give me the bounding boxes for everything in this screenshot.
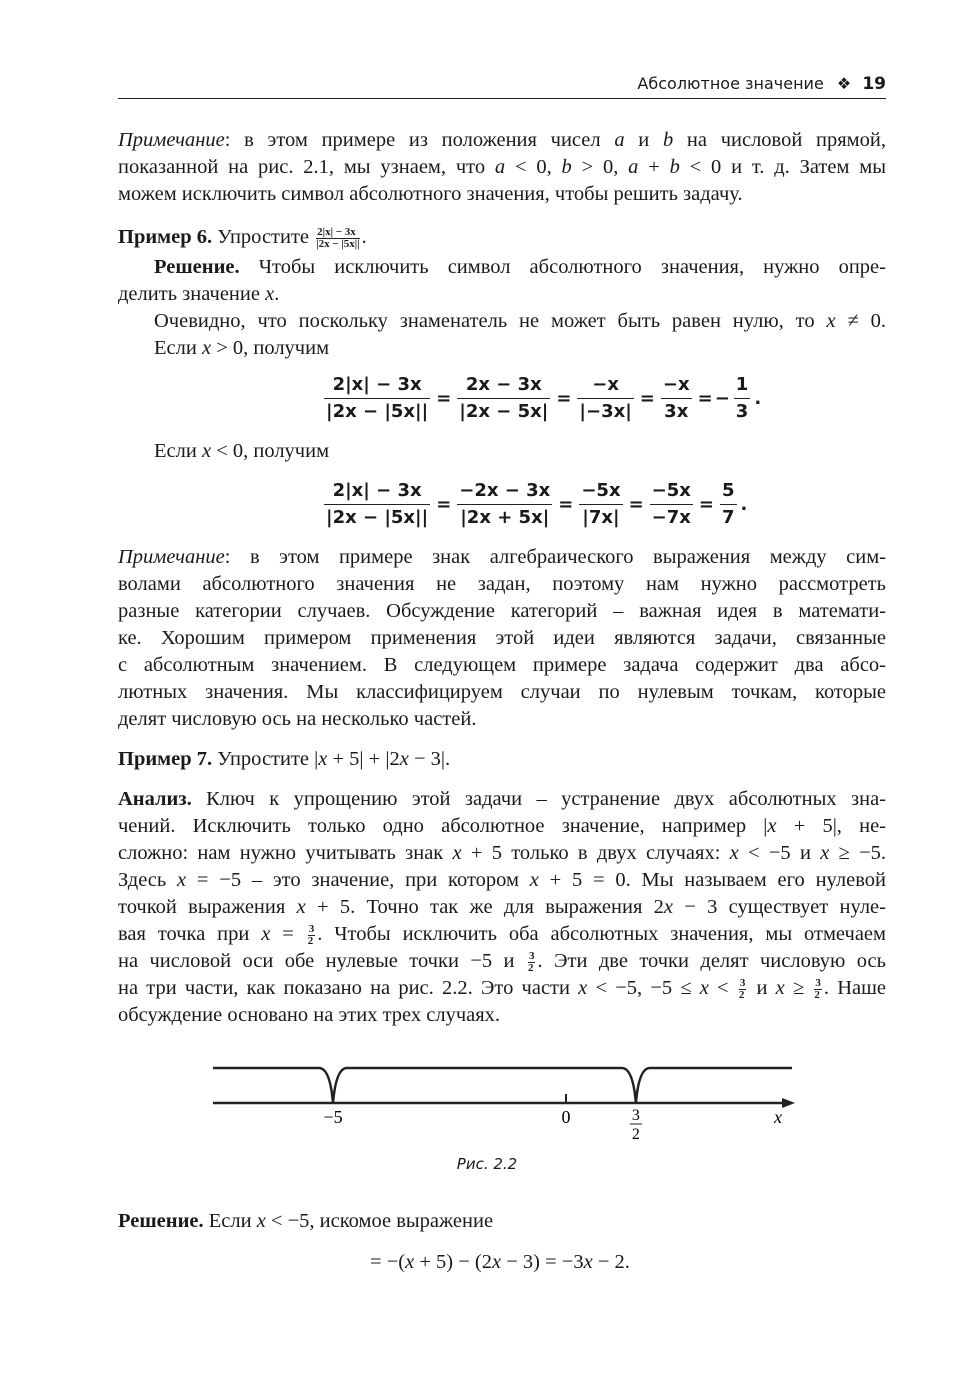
equals-sign: = — [558, 494, 574, 515]
equals-sign: = — [436, 494, 452, 515]
text-line — [118, 224, 886, 251]
formula-negative-case — [320, 478, 747, 531]
text-line — [118, 181, 886, 208]
text-line — [118, 652, 886, 679]
paragraph-solution7 — [118, 1208, 886, 1235]
fraction — [577, 372, 633, 425]
italic-text: x — [201, 337, 212, 359]
fraction-denominator: 2 — [307, 934, 314, 947]
fraction-denominator: |2x − |5x|| — [316, 237, 360, 250]
bold-lead: Решение. — [118, 1210, 204, 1232]
text-run: Если — [154, 440, 202, 462]
text-run: разные категории случаев. Обсуждение категорий – важная идея в математи- — [118, 600, 886, 622]
italic-text: x — [452, 842, 462, 864]
italic-text: x — [318, 748, 328, 770]
fraction-numerator: −x — [661, 372, 692, 399]
period: . — [754, 388, 762, 409]
text-run: Упростите — [212, 226, 315, 248]
fraction-numerator: −5x — [579, 478, 622, 505]
italic-text: x — [775, 977, 785, 999]
italic-text: b — [561, 156, 572, 178]
text-line — [118, 571, 886, 598]
inline-fraction — [308, 924, 316, 947]
inline-fraction — [814, 978, 822, 1001]
text-run: Упростите | — [212, 748, 319, 770]
formula-positive-case — [320, 372, 761, 425]
fraction-numerator: −x — [577, 372, 633, 399]
text-run: ≥ −5. — [829, 842, 887, 864]
text-line — [118, 625, 886, 652]
text-run: + 5|, не- — [776, 815, 886, 837]
italic-text: x — [256, 1210, 266, 1232]
text-run: . — [274, 283, 280, 305]
fraction — [650, 478, 693, 531]
text-run: . — [361, 226, 367, 248]
text-run: обсуждение основано на этих трех случаях. — [118, 1004, 501, 1026]
text-line — [118, 948, 886, 975]
text-run: + 5| + |2 — [327, 748, 400, 770]
text-line — [118, 335, 886, 362]
fraction-denominator: 2 — [527, 961, 534, 974]
bold-lead: Пример 7. — [118, 748, 213, 770]
fraction-numerator: −2x − 3x — [457, 478, 552, 505]
inline-fraction — [528, 951, 536, 974]
fraction-numerator: 3 — [528, 949, 535, 962]
italic-text: a — [494, 156, 506, 178]
text-run: показанной на рис. 2.1, мы узнаем, что — [118, 156, 495, 178]
fraction — [324, 372, 430, 425]
text-run: + 5 = 0. Мы называем его нулевой — [538, 869, 886, 891]
ornament-icon: ❖ — [836, 74, 852, 93]
text-run: ≥ — [784, 977, 813, 999]
text-run: = −( — [370, 1251, 406, 1273]
tick-label: 0 — [561, 1107, 571, 1127]
text-line — [118, 867, 886, 894]
italic-text: x — [201, 440, 212, 462]
text-run: = — [270, 923, 306, 945]
italic-text: x — [296, 896, 306, 918]
text-run: < −5, −5 ≤ — [587, 977, 700, 999]
text-run: < −5 и — [738, 842, 821, 864]
fraction-numerator: 2x − 3x — [457, 372, 550, 399]
fraction-numerator: 3 — [815, 976, 821, 989]
fraction-denominator: |2x − |5x|| — [326, 507, 429, 528]
equals-sign: = — [556, 388, 572, 409]
equals-sign: = — [697, 388, 713, 409]
text-run: точкой выражения — [118, 896, 297, 918]
text-line — [118, 706, 886, 733]
text-line — [118, 786, 886, 813]
text-run: волами абсолютного значения не задан, поэтому нам нужно рассмотреть — [118, 573, 886, 595]
fraction — [720, 478, 737, 531]
region-divider-curve — [213, 1068, 792, 1103]
italic-text: x — [820, 842, 830, 864]
fraction-numerator: 1 — [734, 372, 751, 399]
text-run: + 5 только в двух случаях: — [461, 842, 730, 864]
text-run: чений. Исключить только одно абсолютное значение, например | — [118, 815, 768, 837]
text-run: и — [748, 977, 776, 999]
text-run: и — [624, 129, 663, 151]
tick-label-numerator: 3 — [631, 1107, 640, 1124]
tick-label: −5 — [323, 1107, 343, 1127]
fraction — [661, 372, 692, 425]
text-run: Чтобы исключить символ абсолютного значения, нужно опре- — [239, 256, 886, 278]
text-line — [118, 975, 886, 1002]
text-run: ≠ 0. — [835, 310, 886, 332]
text-line — [118, 281, 886, 308]
fraction-numerator: 2|x| − 3x — [324, 372, 430, 399]
italic-text: x — [578, 977, 588, 999]
text-run: : в этом примере знак алгебраического выражения между сим- — [224, 546, 886, 568]
text-run: + 5) − (2 — [414, 1251, 493, 1273]
paragraph-note1 — [118, 127, 886, 208]
text-run: > 0, — [571, 156, 629, 178]
text-run: на числовой прямой, — [673, 129, 886, 151]
text-run: < 0, получим — [211, 440, 330, 462]
text-line — [118, 679, 886, 706]
text-run: − 3 существует нуле- — [673, 896, 886, 918]
minus-sign: − — [714, 388, 730, 409]
text-line — [118, 813, 886, 840]
italic-text: x — [583, 1251, 593, 1273]
header-rule — [118, 98, 886, 99]
fraction-numerator: 2|x| − 3x — [324, 478, 430, 505]
fraction — [579, 478, 622, 531]
fraction — [457, 372, 550, 425]
italic-text: Примечание — [118, 129, 225, 151]
bold-lead: Решение. — [154, 256, 240, 278]
text-run: Если — [203, 1210, 257, 1232]
axis-arrow-icon — [782, 1098, 795, 1108]
inline-fraction — [739, 978, 747, 1001]
paragraph-analysis — [118, 786, 886, 1029]
period: . — [740, 494, 748, 515]
italic-text: x — [663, 896, 674, 918]
text-run: − 3) = −3 — [501, 1251, 584, 1273]
text-line — [118, 840, 886, 867]
italic-text: x — [729, 842, 739, 864]
text-run: Очевидно, что поскольку знаменатель не может быть равен нулю, то — [154, 310, 827, 332]
equals-sign: = — [436, 388, 452, 409]
fraction-denominator: |2x − 5x| — [459, 401, 549, 422]
italic-text: x — [177, 869, 187, 891]
text-run: < 0 и т. д. Затем мы — [679, 156, 887, 178]
text-run: . Эти две точки делят числовую ось — [537, 950, 886, 972]
text-run: < −5, искомое выражение — [265, 1210, 494, 1232]
italic-text: x — [399, 748, 409, 770]
fraction — [734, 372, 751, 425]
fraction-numerator: 5 — [720, 478, 737, 505]
fraction-numerator: −5x — [650, 478, 693, 505]
text-line — [118, 438, 886, 465]
fraction-denominator: −7x — [651, 507, 691, 528]
text-run: > 0, получим — [211, 337, 330, 359]
text-run: : в этом примере из положения чисел — [224, 129, 615, 151]
text-line — [118, 1002, 886, 1029]
italic-text: x — [261, 923, 271, 945]
fraction-denominator: |2x − |5x|| — [326, 401, 429, 422]
italic-text: a — [628, 156, 639, 178]
text-line — [118, 127, 886, 154]
text-run: делят числовую ось на несколько частей. — [118, 708, 477, 730]
italic-text: x — [405, 1251, 415, 1273]
italic-text: x — [492, 1251, 502, 1273]
fraction — [324, 478, 430, 531]
equals-sign: = — [698, 494, 714, 515]
text-run: − 3|. — [408, 748, 451, 770]
number-line-figure — [0, 1040, 974, 1150]
fraction-denominator: 3 — [735, 401, 749, 422]
bold-lead: Анализ. — [118, 788, 192, 810]
text-run: на числовой оси обе нулевые точки −5 и — [118, 950, 526, 972]
text-line — [118, 254, 886, 281]
figure-caption: Рис. 2.2 — [456, 1155, 518, 1173]
running-header — [118, 70, 886, 98]
equals-sign: = — [628, 494, 644, 515]
italic-text: b — [669, 156, 680, 178]
fraction-denominator: |2x + 5x| — [460, 507, 550, 528]
fraction-denominator: 2 — [738, 988, 745, 1001]
text-run: Здесь — [118, 869, 178, 891]
fraction-numerator: 2|x| − 3x — [316, 227, 359, 239]
text-run: . Чтобы исключить оба абсолютных значения, мы отмечаем — [317, 923, 886, 945]
paragraph-case-neg — [118, 438, 886, 465]
fraction-denominator: |−3x| — [579, 401, 632, 422]
text-run: вая точка при — [118, 923, 262, 945]
italic-text: x — [699, 977, 709, 999]
equals-sign: = — [639, 388, 655, 409]
italic-text: x — [265, 283, 275, 305]
tick-label-denominator: 2 — [631, 1126, 640, 1143]
bold-lead: Пример 6. — [118, 226, 213, 248]
solution-equation — [0, 1249, 974, 1276]
text-run: ке. Хорошим примером применения этой идеи являются задачи, связанные — [118, 627, 886, 649]
chapter-title: Абсолютное значение — [637, 74, 824, 93]
text-line — [118, 894, 886, 921]
text-run: . Наше — [823, 977, 886, 999]
fraction-denominator: 7 — [721, 507, 735, 528]
italic-text: a — [614, 129, 625, 151]
inline-fraction — [316, 227, 359, 250]
fraction — [457, 478, 552, 531]
fraction-numerator: 3 — [739, 976, 746, 989]
page-number: 19 — [862, 74, 886, 94]
italic-text: b — [662, 129, 674, 151]
paragraph-solution6 — [118, 254, 886, 362]
fraction-denominator: |7x| — [582, 507, 620, 528]
text-run: делить значение — [118, 283, 266, 305]
italic-text: x — [529, 869, 539, 891]
italic-text: x — [767, 815, 777, 837]
text-line — [118, 1208, 886, 1235]
text-run: − 2. — [592, 1251, 630, 1273]
text-run: < — [708, 977, 737, 999]
text-run: + 5. Точно так же для выражения 2 — [305, 896, 664, 918]
paragraph-example7 — [118, 746, 886, 773]
text-run: Если — [154, 337, 202, 359]
text-line — [118, 154, 886, 181]
text-run: Ключ к упрощению этой задачи – устранение двух абсолютных зна- — [191, 788, 886, 810]
italic-text: x — [826, 310, 836, 332]
italic-text: Примечание — [118, 546, 225, 568]
fraction-denominator: 2 — [814, 988, 820, 1001]
text-run: с абсолютным значением. В следующем примере задача содержит два абсо- — [118, 654, 886, 676]
text-run: можем исключить символ абсолютного значения, чтобы решить задачу. — [118, 183, 743, 205]
paragraph-example6 — [118, 224, 886, 251]
text-run: на три части, как показано на рис. 2.2. Это части — [118, 977, 579, 999]
text-run: = −5 – это значение, при котором — [186, 869, 530, 891]
text-line — [118, 598, 886, 625]
text-line — [118, 921, 886, 948]
fraction-numerator: 3 — [308, 922, 315, 935]
text-line — [118, 308, 886, 335]
text-line — [118, 544, 886, 571]
text-line — [118, 746, 886, 773]
text-run: < 0, — [505, 156, 562, 178]
axis-label: x — [774, 1107, 782, 1127]
text-run: + — [638, 156, 670, 178]
text-run: сложно: нам нужно учитывать знак — [118, 842, 453, 864]
fraction-denominator: 3x — [664, 401, 689, 422]
text-run: лютных значения. Мы классифицируем случаи по нулевым точкам, которые — [118, 681, 886, 703]
paragraph-note2 — [118, 544, 886, 733]
